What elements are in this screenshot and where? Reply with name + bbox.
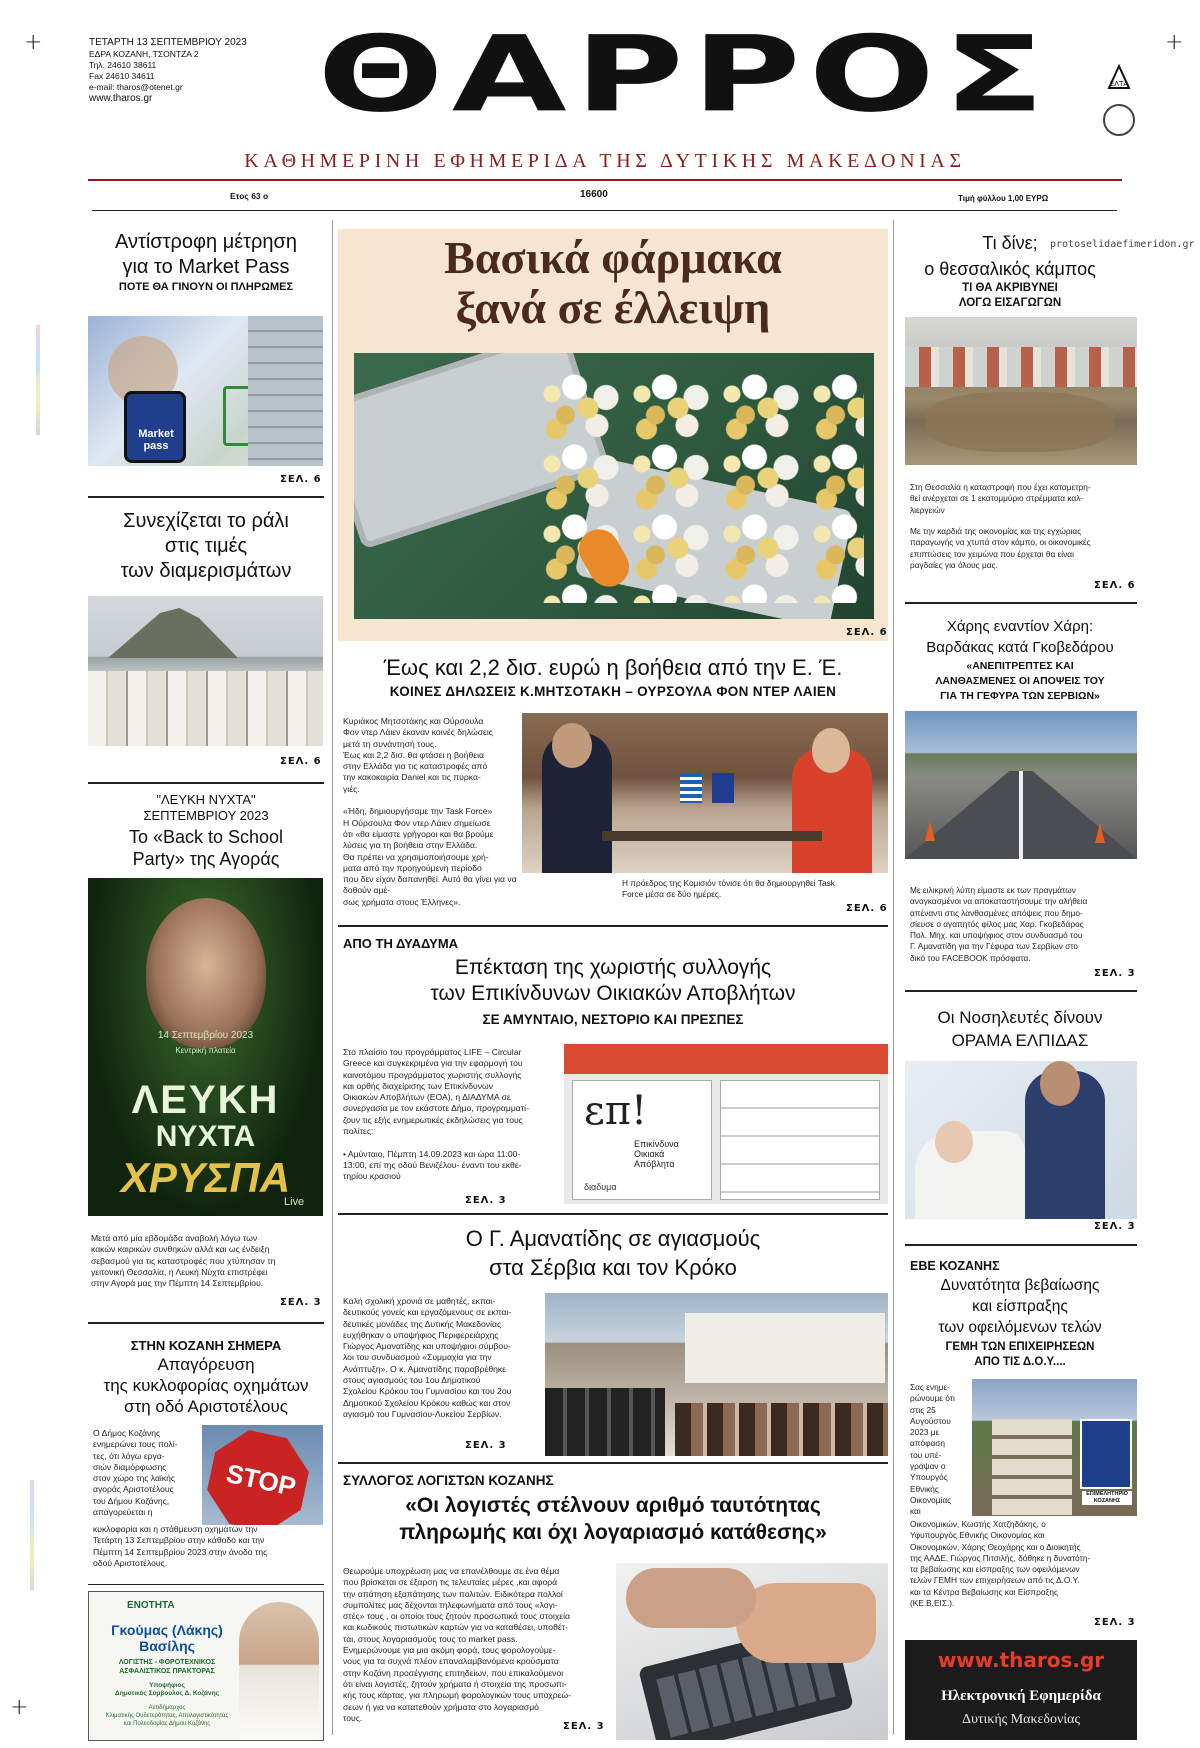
ad-party: ΕΝΟΤΗΤΑ <box>127 1600 175 1611</box>
bridge-photo <box>905 711 1137 859</box>
bridge-sub: «ΑΝΕΠΙΤΡΕΠΤΕΣ ΚΑΙ ΛΑΝΘΑΣΜΕΝΕΣ ΟΙ ΑΠΟΨΕΙΣ ΤΟΥ ΓΙΑ ΤΗ ΓΕΦΥΡΑ ΤΩΝ ΣΕΡΒΙΩΝ» <box>935 660 1105 702</box>
eu-aid-body: Κυριάκος Μητσοτάκης και Ούρσουλα Φον ντερ Λάιεν έκαναν κοινές δηλώσεις μετά τη συνάντησή τους. Έως και 2,2 δισ. θα φτάσει η βοήθεια στην Ελλάδα για τις καταστροφές από την κακοκαιρία Daniel και τις πυρκα- γιές. «Ήδη, δημιουργήσαμε την Task Force» Η Ούρσουλα Φον ντερ Λάιεν σημείωσε ότι «θα είμαστε γρήγοροι και θα βρούμε λύσεις για τη βοήθεια στην Ελλάδα. Θα πρέπει να χρησιμοποιήσουμε χρή- ματα από την προηγούμενη περίοδο που δεν είχαν δαπανηθεί. Αυτό θα γίνει για να δοθούν αμέ- σως χρήματα στους Έλληνες». <box>343 716 517 907</box>
divider <box>88 496 324 498</box>
crop-mark: + <box>1165 30 1184 55</box>
chamber-building-photo <box>972 1379 1137 1516</box>
website: www.tharos.gr <box>89 93 153 104</box>
page-ref: ΣΕΛ. 3 <box>563 1721 605 1732</box>
page-ref: ΣΕΛ. 6 <box>846 627 888 638</box>
poster-date: 14 Σεπτεμβρίου 2023 <box>157 1030 254 1041</box>
candidate-photo <box>239 1602 319 1740</box>
bridge-body: Με ειλικρινή λύπη είμαστε εκ των πραγμάτων αναγκασμένοι να αποκαταστήσουμε την αλήθεια απέναντι στις λανθασμένες απόψεις που δημο- σίευσε ο αγαπητός φίλος μας Χαρ. Γκοβεδάρος Πολ. Μηχ. και υποψήφιος στον συνδυασμό του Γ. Αμανατίδη για την Γέφυρα των Σερβίων στο δικό του FACEBOOK πρόσφατα. <box>910 885 1088 963</box>
issue-date: ΤΕΤΑΡΤΗ 13 ΣΕΠΤΕΜΒΡΙΟΥ 2023 <box>89 37 247 48</box>
mitsotakis-vdl-photo <box>522 713 888 873</box>
flood-photo <box>905 317 1137 465</box>
thessaly-title: Τι δίνε; ο θεσσαλικός κάμπος <box>924 233 1096 279</box>
column-rule <box>332 220 333 1735</box>
divider <box>905 602 1137 604</box>
watermark: protoselidaefimeridon.gr <box>1050 239 1195 250</box>
thessaly-body-1: Στη Θεσσαλία η καταστροφή που έχει καταμετρη- θεί ανέρχεται σε 1 εκατομμύριο στρέμματα καλ- λιεργειών <box>910 482 1091 515</box>
nurses-title: Οι Νοσηλευτές δίνουν ΟΡΑΜΑ ΕΛΠΙΔΑΣ <box>937 1008 1103 1050</box>
bridge-title: Χάρης εναντίον Χάρη: Βαρδάκας κατά Γκοβεδάρου <box>926 618 1114 656</box>
address: ΕΔΡΑ ΚΟΖΑΝΗ, ΤΣΟΝΤΖΑ 2 <box>89 49 199 59</box>
accountants-kicker: ΣΥΛΛΟΓΟΣ ΛΟΓΙΣΤΩΝ ΚΟΖΑΝΗΣ <box>343 1473 554 1488</box>
poster-title-2: ΝΥΧΤΑ <box>155 1120 256 1153</box>
page-ref: ΣΕΛ. 6 <box>280 474 322 485</box>
page-ref: ΣΕΛ. 6 <box>280 756 322 767</box>
white-night-poster <box>88 878 323 1216</box>
traffic-kicker: ΣΤΗΝ ΚΟΖΑΝΗ ΣΗΜΕΡΑ <box>130 1338 282 1353</box>
amanatidis-body: Καλή σχολική χρονιά σε μαθητές, εκπαι- δευτικούς γονείς και εργαζόμενους σε εκπαι- δευτικές μονάδες της Δυτικής Μακεδονίας ευχήθηκαν ο υποψήφιος Περιφερειάρχης Γιώργος Αμανατίδης και υποψήφιοι σύμβου- λοι του συνδυασμού «Συμμαχία για την Ανάπτυξη». Ο κ. Αμανατίδης παραβρέθηκε στους αγιασμούς του 1ου Δημοτικού Σχολείου Κρόκου του Γυμνασίου και του 2ου Δημοτικού Σχολείου Κρόκου καθώς και στον αγιασμό του Γυμνασίου-Λυκείου Σερβίων. <box>343 1296 512 1419</box>
column-rule <box>893 220 894 1735</box>
ad-extra: Αντιδήμαρχος Κλιματικής Ουδετερότητας, Απολογιστικότητας και Πολεοδομίας Δήμου Κοζάνης <box>105 1705 229 1727</box>
chamber-body-full: Οικονομικών, Κωστής Χατζηδάκης, ο Υφυπουργός Εθνικής Οικονομίας και Οικονομικών, Χάρης Θεοχάρης και ο Διοικητής της ΑΑΔΕ, Γιώργος Πιτσιλής, δόθηκε η δυνατότη- τα βεβαίωσης και είσπραξης των οφειλόμενων τελών ΓΕΜΗ των επιχειρήσεων από τις Δ.Ο.Υ. και τα Κέντρα Βεβαίωσης και Είσπραξης (ΚΕ.Β.ΕΙΣ.). <box>910 1519 1091 1609</box>
market-pass-photo <box>88 316 323 466</box>
thessaly-sub: ΤΙ ΘΑ ΑΚΡΙΒΥΝΕΙ ΛΟΓΩ ΕΙΣΑΓΩΓΩΝ <box>958 282 1062 309</box>
pills-photo <box>354 353 874 619</box>
chamber-sign: ΕΠΙΜΕΛΗΤΗΡΙΟ ΚΟΖΑΝΗΣ <box>1082 1491 1132 1505</box>
school-blessing-photo <box>545 1293 888 1456</box>
page-ref: ΣΕΛ. 3 <box>465 1440 507 1451</box>
divider <box>905 990 1137 992</box>
nurses-photo <box>905 1061 1137 1219</box>
divider <box>88 1322 324 1324</box>
calculator-photo <box>616 1563 888 1740</box>
promo-line-2: Δυτικής Μακεδονίας <box>961 1712 1081 1727</box>
accountants-headline: «Οι λογιστές στέλνουν αριθμό ταυτότητας πληρωμής και όχι λογαριασμό κατάθεσης» <box>399 1494 827 1544</box>
header-rule <box>92 210 1117 211</box>
white-night-body: Μετά από μία εβδομάδα αναβολή λόγω των κακών καιρικών συνθηκών αλλά και ως ένδειξη σεβασμού για τις καταστροφές που χτύπησαν τη γειτονική Θεσσαλία, η Λευκή Νύχτα επιστρέφει στην Αγορά μας την Πέμπτη 14 Σεπτεμβρίου. <box>91 1233 276 1289</box>
email: e-mail: tharos@otenet.gr <box>89 82 183 92</box>
page-ref: ΣΕΛ. 6 <box>846 903 888 914</box>
divider <box>338 1462 888 1464</box>
stop-text: STOP <box>223 1458 299 1502</box>
poster-title-3: ΧΡΥΣΠΑ <box>120 1154 291 1201</box>
issue-number: 16600 <box>580 189 608 200</box>
chamber-kicker: ΕΒΕ ΚΟΖΑΝΗΣ <box>910 1259 1000 1273</box>
promo-url[interactable]: www.tharos.gr <box>937 1648 1105 1672</box>
candidate-ad <box>88 1591 324 1741</box>
main-headline: Βασικά φάρμακα ξανά σε έλλειψη <box>444 232 782 333</box>
page-ref: ΣΕΛ. 3 <box>465 1195 507 1206</box>
market-pass-phone-text: Market pass <box>138 428 174 452</box>
traffic-body-side: Ο Δήμος Κοζάνης ενημερώνει τους πολί- τες, ότι λόγω εργα- σιών διαμόρφωσης στον χώρο της λαϊκής αγοράς Αριστοτέλους του Δήμου Κοζάνης, απαγορεύεται η <box>93 1428 178 1518</box>
chamber-body-side: Σας ενημε- ρώνουμε ότι στις 25 Αυγούστου 2023 με απόφαση του υπέ- γραψαν ο Υπουργός Εθνικής Οικονομίας και <box>910 1382 955 1517</box>
chamber-sub: ΓΕΜΗ ΤΩΝ ΕΠΙΧΕΙΡΗΣΕΩΝ ΑΠΟ ΤΙΣ Δ.Ο.Υ.... <box>945 1341 1095 1368</box>
waste-box-brand: διαδυμα <box>584 1182 617 1192</box>
registration-bar <box>36 325 40 435</box>
waste-box-title: Επικίνδυνα Οικιακά Απόβλητα <box>634 1139 679 1169</box>
promo-line-1: Ηλεκτρονική Εφημερίδα <box>941 1688 1101 1704</box>
ad-name: Γκούμας (Λάκης) Βασίλης <box>111 1622 223 1654</box>
elta-icon <box>1105 62 1133 90</box>
fax: Fax 24610 34611 <box>89 71 155 81</box>
eu-aid-headline: Έως και 2,2 δισ. ευρώ η βοήθεια από την Ε. Έ. <box>383 655 843 680</box>
crop-mark: + <box>10 1695 29 1720</box>
white-night-kicker: "ΛΕΥΚΗ ΝΥΧΤΑ" ΣΕΠΤΕΜΒΡΙΟΥ 2023 <box>143 792 269 823</box>
divider <box>338 1213 888 1215</box>
divider <box>88 782 324 784</box>
phone: Τηλ. 24610 38611 <box>89 60 157 70</box>
price: Τιμή φύλλου 1,00 ΕΥΡΩ <box>958 194 1049 203</box>
thessaly-body-2: Με την καρδιά της οικονομίας και της εγχώριας παραγωγής να χτυπά στον κάμπο, οι οικονομικές επιπτώσεις τον χειμώνα που έρχεται θα είναι ραγδαίες για όλους μας. <box>910 526 1091 570</box>
masthead-rule <box>88 179 1122 181</box>
waste-box-photo <box>564 1044 888 1204</box>
seal-icon <box>1103 104 1135 136</box>
page-ref: ΣΕΛ. 3 <box>1094 968 1136 979</box>
page-ref: ΣΕΛ. 3 <box>1094 1617 1136 1628</box>
divider <box>338 925 888 927</box>
poster-title-1: ΛΕΥΚΗ <box>131 1078 280 1122</box>
traffic-body-full: κυκλοφορία και η στάθμευση οχημάτων την Τετάρτη 13 Σεπτεμβρίου στην κάθοδο και την Πέμπτη 14 Σεπτεμβρίου 2023 στην άνοδο της οδού Αριστοτέλους. <box>93 1524 268 1568</box>
divider <box>905 1244 1137 1246</box>
accountants-body: Θεωρούμε υποχρέωση μας να επανέλθουμε σε ένα θέμα που βρίσκεται σε έξαρση τις τελευταίες μέρες ,και αφορά την απάτηση εξαπάτησης των πολιτών. Ειδικότερα πολλοί συμπολίτες μας δέχονται τηλεφωνήματα από τους «λογι- στές» τους , οι οποίοι τους ζητούν προσωπικά τους στοιχεία και κωδικούς πιστωτικών καρτών για να καταθέσει, υποθέτ- ται, στους λογαριασμούς τους το market pass. Ενημερώνουμε για μια ακόμη φορά, τους φορολογούμε- νους για τα συχνά πλέον επαναλαμβανόμενα κρούσματα στην Κοζάνη προσέγγισης επιτηδείων, που επικαλούμενοι ότι είναι λογιστές, ζητούν χρήματα ή στοιχεία της προσωπι- κής τους κάρτας, για πληρωμή φορολογικών τους υποχρεώ- σεων ή για να κατατεθούν χρήματα στο λογαριασμό τους. <box>343 1566 571 1723</box>
page-ref: ΣΕΛ. 3 <box>280 1297 322 1308</box>
elta-label: ΕΛΤΑ <box>1109 80 1129 88</box>
ad-role: ΛΟΓΙΣΤΗΣ - ΦΟΡΟΤΕΧΝΙΚΟΣ ΑΣΦΑΛΙΣΤΙΚΟΣ ΠΡΑΚΤΟΡΑΣ <box>118 1659 216 1675</box>
registration-bar <box>30 1480 34 1590</box>
waste-sub: ΣΕ ΑΜΥΝΤΑΙΟ, ΝΕΣΤΟΡΙΟ ΚΑΙ ΠΡΕΣΠΕΣ <box>482 1012 744 1027</box>
year: Ετος 63 ο <box>230 191 269 201</box>
crop-mark: + <box>24 30 43 55</box>
chamber-title: Δυνατότητα βεβαίωσης και είσπραξης των οφειλόμενων τελών <box>938 1277 1102 1336</box>
stop-sign-photo <box>202 1425 323 1525</box>
eu-aid-caption: Η πρόεδρος της Κομισιόν τόνισε ότι θα δημιουργηθεί Task Force μέσα σε δύο ημέρες. <box>622 878 835 900</box>
market-pass-title: Αντίστροφη μέτρηση για το Market Pass <box>114 231 298 278</box>
poster-place: Κεντρική πλατεία <box>175 1046 236 1055</box>
white-night-title: Το «Back to School Party» της Αγοράς <box>128 827 284 869</box>
poster-live: Live <box>284 1196 305 1208</box>
waste-kicker: ΑΠΟ ΤΗ ΔΥΑΔΥΜΑ <box>343 936 459 951</box>
page-ref: ΣΕΛ. 6 <box>1094 580 1136 591</box>
traffic-title: Απαγόρευση της κυκλοφορίας οχημάτων στη οδό Αριστοτέλους <box>103 1355 309 1416</box>
athens-photo <box>88 596 323 746</box>
amanatidis-headline: Ο Γ. Αμανατίδης σε αγιασμούς στα Σέρβια και τον Κρόκο <box>465 1226 761 1280</box>
divider <box>88 1584 324 1585</box>
waste-box-logo: επ! <box>584 1088 648 1134</box>
page-ref: ΣΕΛ. 3 <box>1094 1221 1136 1232</box>
tharos-web-promo <box>905 1640 1137 1740</box>
logo: ΘΑΡΡΟΣ <box>317 13 1053 136</box>
waste-headline: Επέκταση της χωριστής συλλογής των Επικίνδυνων Οικιακών Αποβλήτων <box>430 956 796 1005</box>
market-pass-sub: ΠΟΤΕ ΘΑ ΓΙΝΟΥΝ ΟΙ ΠΛΗΡΩΜΕΣ <box>118 281 294 293</box>
eu-aid-sub: ΚΟΙΝΕΣ ΔΗΛΩΣΕΙΣ Κ.ΜΗΤΣΟΤΑΚΗ – ΟΥΡΣΟΥΛΑ ΦΟΝ ΝΤΕΡ ΛΑΙΕΝ <box>389 684 837 699</box>
ad-candidate: Υποψήφιος Δημοτικός Σύμβουλος Δ. Κοζάνης <box>115 1682 219 1697</box>
apartments-title: Συνεχίζεται το ράλι στις τιμές των διαμερισμάτων <box>120 510 292 582</box>
waste-body: Στο πλαίσιο του προγράμματος LIFE – Circular Greece και συγκεκριμένα για την εφαρμογή του καινοτόμου προγράμματος χωριστής συλλογής και ορθής διαχείρισης των Επικίνδυνων Οικιακών Αποβλήτων (ΕΟΑ), η ΔΙΑΔΥΜΑ σε συνεργασία με τον εκάστοτε Δήμο, προγραμματί- ζουν τις εξής ενημερωτικές εκδηλώσεις για τους πολίτες: • Αμύνταιο, Πέμπτη 14.09.2023 και ώρα 11:00- 13:00, επί της οδού Βενιζέλου- έναντι του εκθε- τηρίου κρασιού <box>343 1047 529 1182</box>
tagline: ΚΑΘΗΜΕΡΙΝΗ ΕΦΗΜΕΡΙΔΑ ΤΗΣ ΔΥΤΙΚΗΣ ΜΑΚΕΔΟΝΙΑΣ <box>244 150 966 172</box>
